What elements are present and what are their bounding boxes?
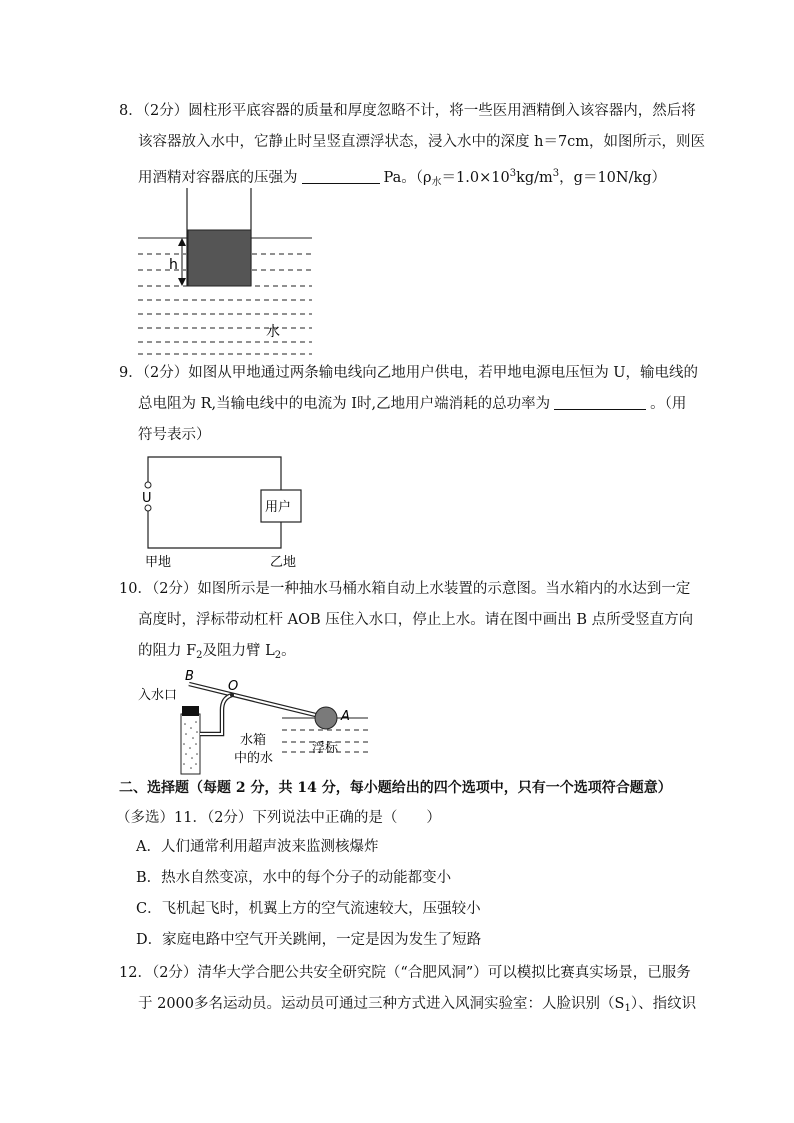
inlet-stopper — [182, 706, 199, 716]
q12-line-1: 12．（2分）清华大学合肥公共安全研究院（“合肥风洞”）可以模拟比赛真实场景，已服务 — [119, 965, 691, 981]
q9-figure-circuit — [138, 452, 318, 572]
tank-water-label-2: 中的水 — [234, 751, 274, 766]
q10-line-3: 的阻力 $F_2$及阻力臂 $L_2$。 — [138, 643, 296, 661]
place-b-label: 乙地 — [270, 555, 297, 570]
q12-line-2: 于 2000多名运动员。运动员可通过三种方式进入风洞实验室：人脸识别$(S_1)$、指纹识 — [138, 996, 697, 1014]
section-2-heading: 二、选择题（每题 2 分，共 14 分，每小题给出的四个选项中，只有一个选项符合题意） — [119, 780, 672, 796]
q9-line-1: 9．（2分）如图从甲地通过两条输电线向乙地用户供电，若甲地电源电压恒为 U，输电线的 — [119, 365, 699, 381]
place-a-label: 甲地 — [145, 555, 172, 570]
h-arrow-down — [178, 278, 186, 286]
point-o-label: O — [228, 679, 239, 694]
wire-top — [148, 457, 281, 490]
water-label: 水 — [266, 324, 280, 340]
lever-aob-inner — [189, 684, 332, 719]
q11-option-c[interactable]: C．飞机起飞时，机翼上方的空气流速较大，压强较小 — [136, 901, 481, 917]
q8-line-2: 该容器放入水中，它静止时呈竖直漂浮状态，浸入水中的深度 h＝7cm，如图所示，则医 — [138, 134, 706, 150]
q8-line-1: 8．（2分）圆柱形平底容器的质量和厚度忽略不计，将一些医用酒精倒入该容器内，然后将 — [119, 103, 696, 119]
q10-line-2: 高度时，浮标带动杠杆 AOB 压住入水口，停止上水。请在图中画出 B 点所受竖直方向 — [138, 612, 694, 628]
support-arm-inner — [200, 695, 232, 734]
h-arrow-up — [178, 238, 186, 246]
support-arm — [200, 695, 232, 734]
q8-figure-container-in-water — [136, 188, 316, 358]
q11-option-a[interactable]: A．人们通常利用超声波来监测核爆炸 — [136, 839, 379, 855]
q11-stem: （多选）11．（2分）下列说法中正确的是（ ） — [116, 810, 441, 826]
question-10 — [119, 574, 694, 671]
float-ball — [315, 707, 337, 729]
question-8 — [119, 96, 706, 198]
float-label: 浮标 — [312, 741, 339, 756]
terminal-top — [145, 482, 151, 488]
q11-option-d[interactable]: D．家庭电路中空气开关跳闸，一定是因为发生了短路 — [136, 932, 482, 948]
q10-figure-toilet-tank — [136, 668, 376, 776]
q11-option-b[interactable]: B．热水自然变凉，水中的每个分子的动能都变小 — [136, 870, 452, 886]
alcohol-liquid — [188, 230, 251, 286]
question-9 — [119, 358, 699, 451]
inlet-label: 入水口 — [138, 688, 178, 703]
point-a-label: A — [341, 709, 350, 724]
tank-water-label-1: 水箱 — [240, 733, 267, 748]
q9-line-2: 总电阻为 R,当输电线中的电流为 I时,乙地用户端消耗的总功率为 。（用 — [138, 396, 687, 412]
h-label: h — [169, 257, 178, 273]
voltage-label: U — [142, 491, 152, 506]
question-12 — [119, 958, 697, 1024]
user-label: 用户 — [265, 500, 292, 515]
q9-answer-blank[interactable] — [554, 395, 646, 410]
point-b-label: B — [185, 669, 194, 684]
q10-line-1: 10．（2分）如图所示是一种抽水马桶水箱自动上水装置的示意图。当水箱内的水达到一定 — [119, 581, 691, 597]
q8-line-3: 用酒精对容器底的压强为 Pa。（$\rho_水=1.0\times 10^3kg/m^3$，g＝10N/kg） — [138, 168, 667, 188]
q9-line-3: 符号表示） — [138, 427, 211, 443]
q8-answer-blank[interactable] — [302, 169, 380, 184]
